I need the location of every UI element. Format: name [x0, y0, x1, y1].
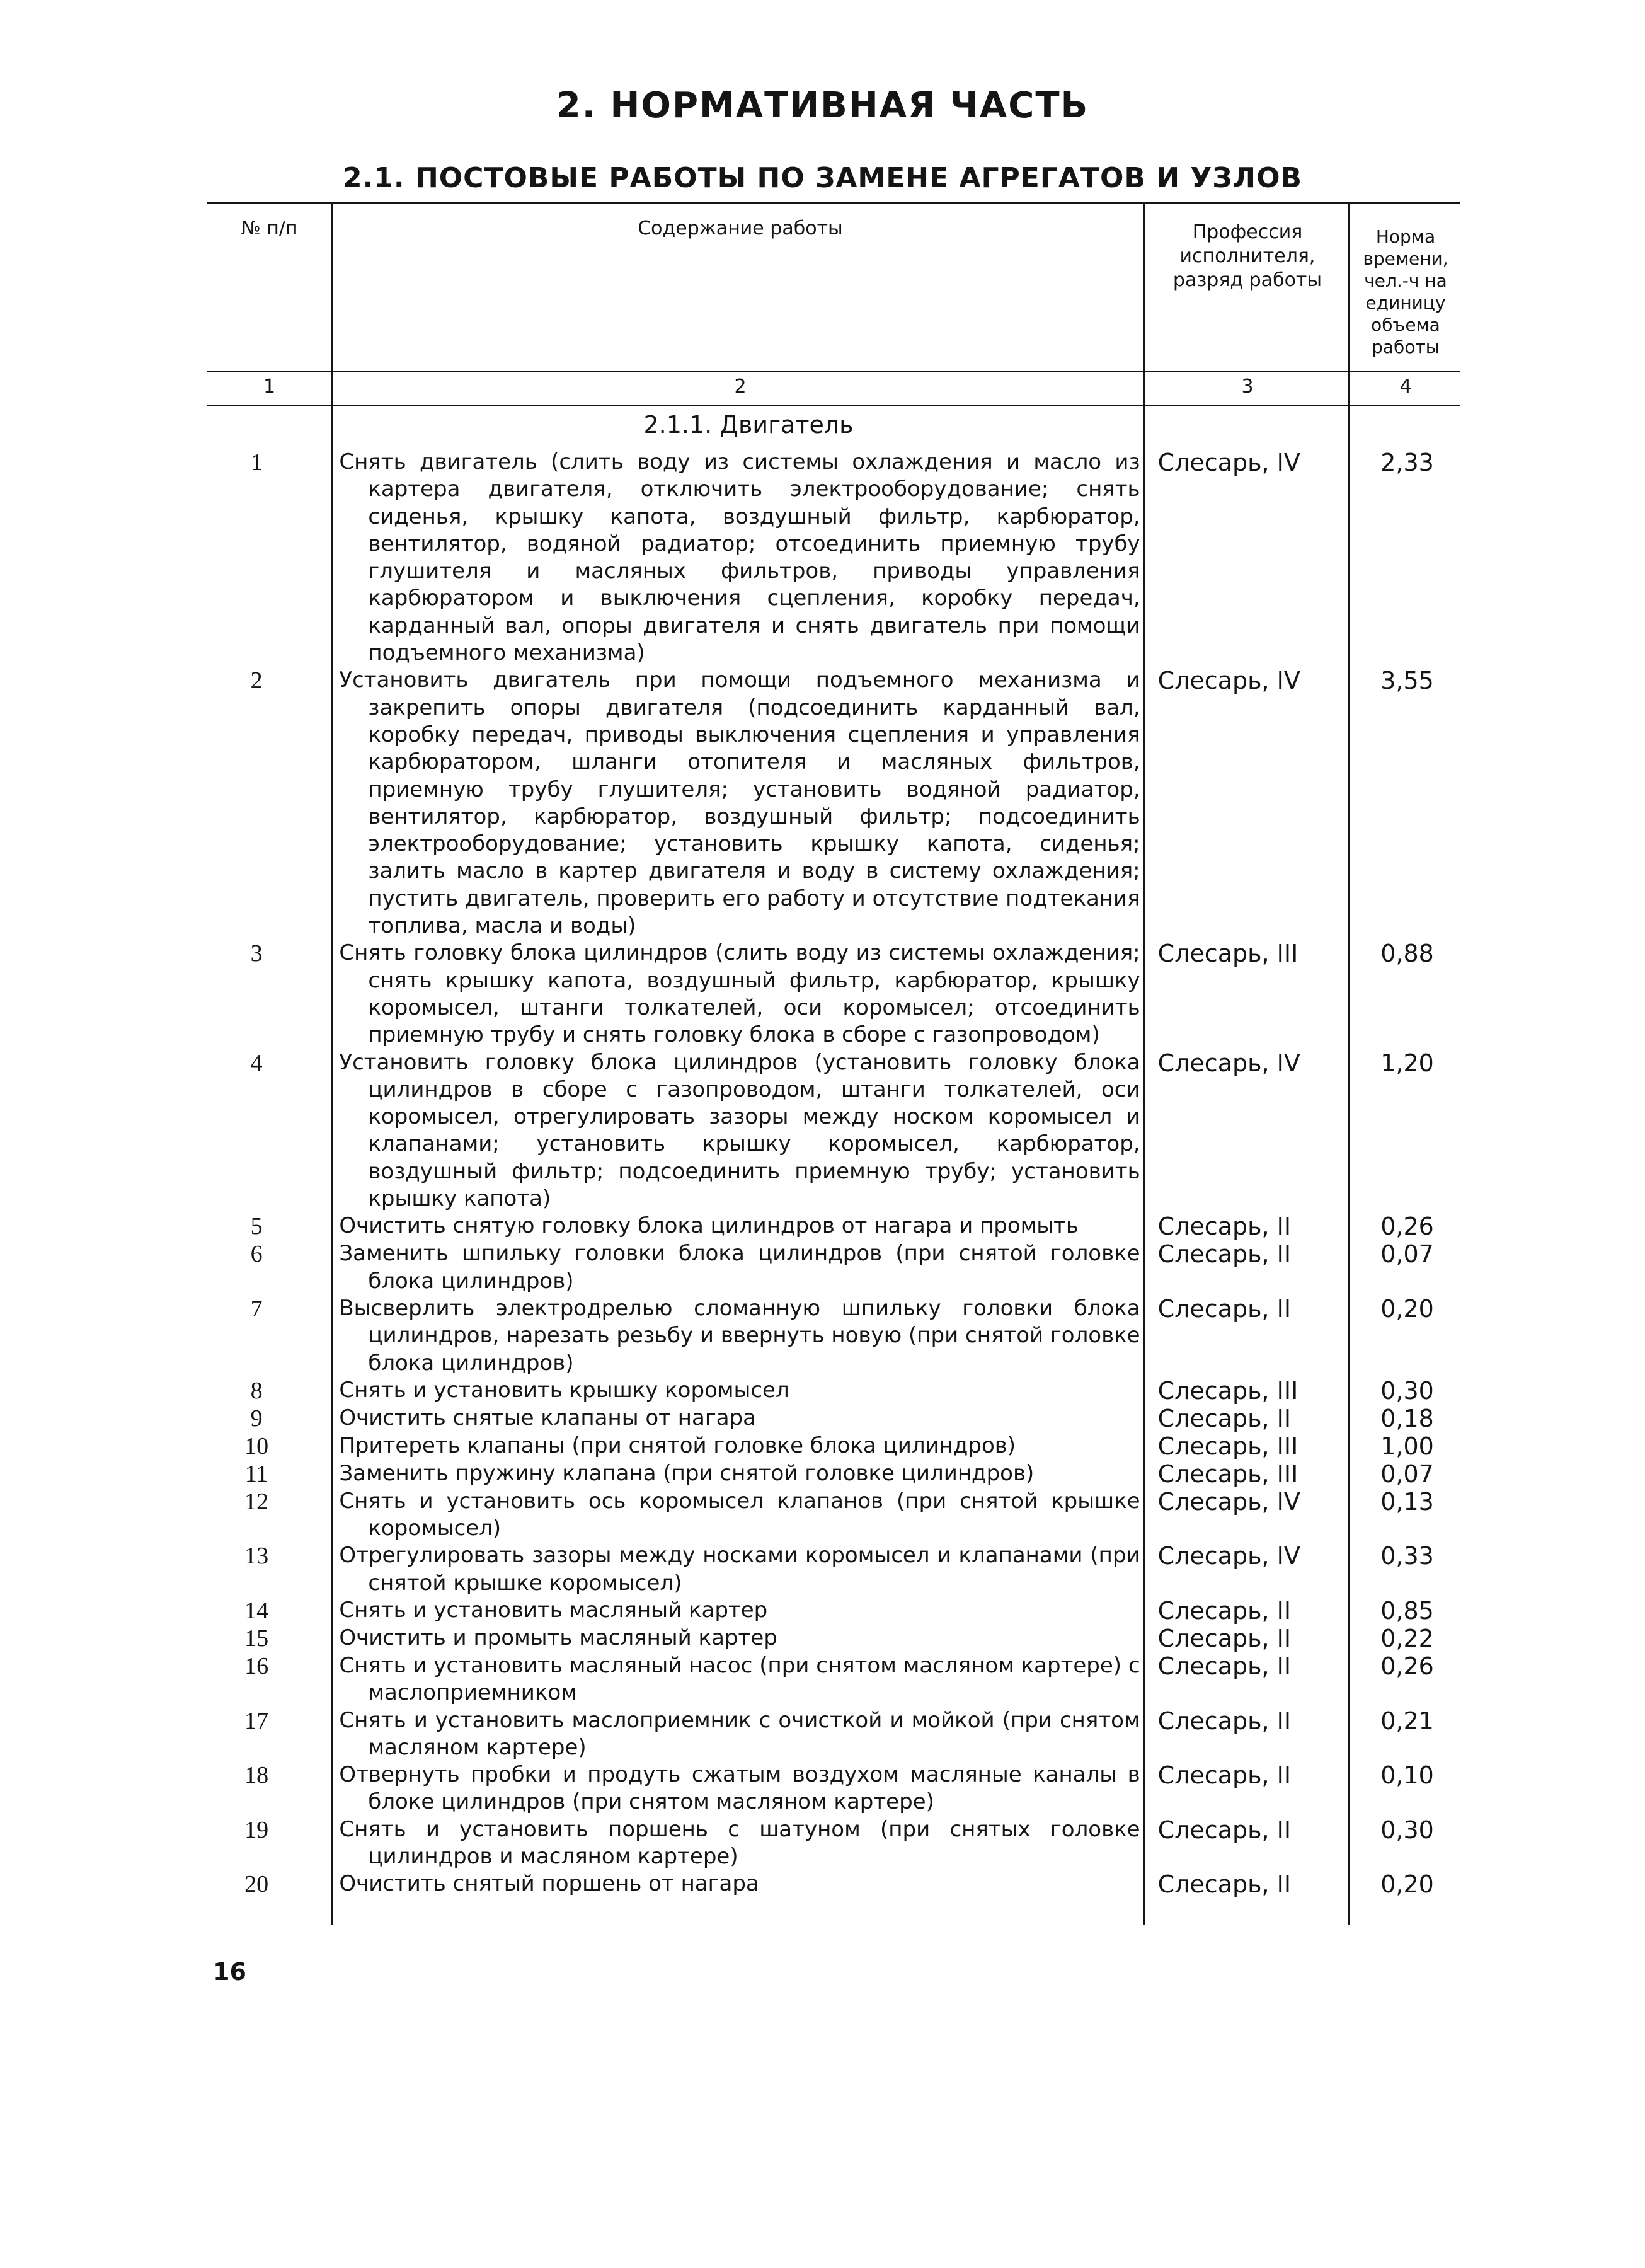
- row-time-norm: 0,13: [1380, 1487, 1434, 1516]
- row-time-norm: 0,07: [1380, 1240, 1434, 1269]
- row-profession: Слесарь, II: [1157, 1707, 1292, 1735]
- row-profession: Слесарь, II: [1157, 1652, 1292, 1680]
- row-number: 12: [244, 1488, 269, 1515]
- table-row: [208, 1870, 1468, 1898]
- row-work-description: Снять двигатель (слить воду из системы охлаждения и масло из картера двигателя, отключить электрооборудование; снять сиденья, крышку капота, воздушный фильтр, карбюратор, вентилятор, водяной радиатор; отсоединить приемную трубу глушителя и масляных фильтров, приводы управления карбюратором и выключения сцепления, коробку передач, карданный вал, опоры двигателя и снять двигатель при помощи подъемного механизма): [339, 449, 1140, 666]
- row-time-norm: 0,18: [1380, 1404, 1434, 1432]
- row-profession: Слесарь, II: [1157, 1624, 1292, 1652]
- row-time-norm: 0,85: [1380, 1596, 1434, 1625]
- header-bottom-rule: [207, 371, 1460, 372]
- table-top-rule: [207, 202, 1460, 204]
- row-time-norm: 0,30: [1380, 1816, 1434, 1844]
- column-number: 2: [734, 376, 747, 398]
- table-row: [208, 1405, 1468, 1432]
- row-number: 1: [250, 449, 263, 476]
- row-work-description: Снять и установить маслоприемник с очисткой и мойкой (при снятом масляном картере): [339, 1707, 1140, 1760]
- row-profession: Слесарь, III: [1157, 1376, 1298, 1405]
- row-work-description: Очистить и промыть масляный картер: [339, 1625, 777, 1650]
- row-profession: Слесарь, II: [1157, 1212, 1292, 1241]
- row-profession: Слесарь, II: [1157, 1404, 1292, 1432]
- table-row: [208, 1212, 1468, 1240]
- table-row: [208, 1240, 1468, 1295]
- header-num: № п/п: [241, 217, 298, 239]
- row-time-norm: 0,33: [1380, 1542, 1434, 1570]
- row-profession: Слесарь, IV: [1157, 449, 1300, 476]
- table-row: [208, 1432, 1468, 1460]
- row-work-description: Очистить снятую головку блока цилиндров от нагара и промыть: [339, 1213, 1079, 1239]
- header-profession: Профессия исполнителя, разряд работы: [1172, 221, 1322, 291]
- table-row: [208, 1652, 1468, 1707]
- row-work-description: Заменить шпильку головки блока цилиндров (при снятой головке блока цилиндров): [339, 1241, 1140, 1294]
- row-work-description: Установить двигатель при помощи подъемного механизма и закрепить опоры двигателя (подсоединить карданный вал, коробку передач, приводы выключения сцепления и управления карбюратором, шланги отопителя и масляных фильтров, приемную трубу глушителя; установить водяной радиатор, вентилятор, карбюратор, воздушный фильтр; подсоединить электрооборудование; установить крышку капота, сиденья; залить масло в картер двигателя и воду в систему охлаждения; пустить двигатель, проверить его работу и отсутствие подтекания топлива, масла и воды): [339, 667, 1140, 939]
- row-time-norm: 3,55: [1380, 667, 1434, 695]
- row-number: 16: [244, 1652, 269, 1679]
- row-number: 18: [244, 1762, 269, 1789]
- row-work-description: Снять и установить крышку коромысел: [339, 1377, 789, 1403]
- row-time-norm: 0,30: [1380, 1376, 1434, 1405]
- table-row: [208, 667, 1468, 940]
- page-number: 16: [213, 1958, 246, 1986]
- row-number: 10: [244, 1432, 269, 1459]
- column-number: 3: [1241, 376, 1254, 398]
- table-row: [208, 1761, 1468, 1816]
- row-number: 6: [250, 1241, 263, 1268]
- row-profession: Слесарь, II: [1157, 1761, 1292, 1790]
- row-profession: Слесарь, III: [1157, 1432, 1298, 1460]
- row-profession: Слесарь, II: [1157, 1816, 1292, 1844]
- table-row: [208, 449, 1468, 667]
- table-row: [208, 1295, 1468, 1377]
- row-number: 11: [244, 1460, 268, 1487]
- table-row: [208, 1049, 1468, 1213]
- row-profession: Слесарь, III: [1157, 940, 1298, 968]
- table-row: [208, 1488, 1468, 1543]
- row-number: 20: [244, 1871, 269, 1898]
- row-time-norm: 0,10: [1380, 1761, 1434, 1790]
- row-profession: Слесарь, II: [1157, 1596, 1292, 1625]
- table-body: [208, 449, 1468, 1898]
- row-work-description: Снять головку блока цилиндров (слить воду из системы охлаждения; снять крышку капота, воздушный фильтр, карбюратор, крышку коромысел, штанги толкателей, оси коромысел; отсоединить приемную трубу и снять головку блока в сборе с газопроводом): [339, 940, 1140, 1048]
- row-number: 19: [244, 1816, 269, 1843]
- row-time-norm: 1,00: [1380, 1432, 1434, 1460]
- row-profession: Слесарь, II: [1157, 1240, 1292, 1269]
- row-work-description: Отрегулировать зазоры между носками коромысел и клапанами (при снятой крышке коромысел): [339, 1543, 1140, 1596]
- table-row: [208, 1597, 1468, 1625]
- row-number: 15: [244, 1625, 269, 1652]
- row-number: 8: [250, 1377, 263, 1404]
- row-profession: Слесарь, II: [1157, 1870, 1292, 1899]
- table-row: [208, 1460, 1468, 1488]
- row-work-description: Снять и установить масляный насос (при снятом масляном картере) с маслоприемником: [339, 1652, 1140, 1706]
- table-row: [208, 1707, 1468, 1762]
- table-row: [208, 940, 1468, 1049]
- row-number: 13: [244, 1543, 269, 1570]
- row-time-norm: 2,33: [1380, 449, 1434, 476]
- row-time-norm: 0,22: [1380, 1624, 1434, 1652]
- row-profession: Слесарь, IV: [1157, 1049, 1300, 1077]
- row-time-norm: 0,20: [1380, 1870, 1434, 1899]
- header-content: Содержание работы: [638, 217, 843, 239]
- row-number: 14: [244, 1597, 269, 1624]
- row-number: 5: [250, 1213, 263, 1240]
- row-number: 9: [250, 1405, 263, 1432]
- row-time-norm: 1,20: [1380, 1049, 1434, 1077]
- subsection-title: 2.1. ПОСТОВЫЕ РАБОТЫ ПО ЗАМЕНЕ АГРЕГАТОВ И УЗЛОВ: [342, 162, 1303, 194]
- table-row: [208, 1816, 1468, 1871]
- column-number: 1: [263, 376, 276, 398]
- table-row: [208, 1377, 1468, 1405]
- row-number: 3: [250, 940, 263, 967]
- row-number: 4: [250, 1049, 263, 1076]
- row-work-description: Очистить снятые клапаны от нагара: [339, 1405, 756, 1430]
- row-work-description: Снять и установить ось коромысел клапанов (при снятой крышке коромысел): [339, 1488, 1140, 1541]
- row-work-description: Притереть клапаны (при снятой головке блока цилиндров): [339, 1432, 1016, 1458]
- table-row: [208, 1625, 1468, 1652]
- row-time-norm: 0,21: [1380, 1707, 1434, 1735]
- row-profession: Слесарь, II: [1157, 1294, 1292, 1323]
- row-time-norm: 0,20: [1380, 1294, 1434, 1323]
- subsection-heading: 2.1.1. Двигатель: [643, 411, 854, 439]
- table-row: [208, 1542, 1468, 1597]
- row-time-norm: 0,26: [1380, 1652, 1434, 1680]
- row-profession: Слесарь, IV: [1157, 1487, 1300, 1516]
- row-number: 17: [244, 1707, 269, 1734]
- row-work-description: Снять и установить поршень с шатуном (при снятых головке цилиндров и масляном картере): [339, 1816, 1140, 1870]
- colnum-bottom-rule: [207, 405, 1460, 406]
- row-work-description: Отвернуть пробки и продуть сжатым воздухом масляные каналы в блоке цилиндров (при снятом масляном картере): [339, 1762, 1140, 1815]
- row-work-description: Очистить снятый поршень от нагара: [339, 1871, 759, 1897]
- column-number: 4: [1399, 376, 1412, 398]
- row-profession: Слесарь, III: [1157, 1459, 1298, 1488]
- row-profession: Слесарь, IV: [1157, 1542, 1300, 1570]
- row-profession: Слесарь, IV: [1157, 667, 1300, 695]
- row-time-norm: 0,26: [1380, 1212, 1434, 1241]
- row-work-description: Заменить пружину клапана (при снятой головке цилиндров): [339, 1460, 1035, 1486]
- row-number: 2: [250, 667, 263, 694]
- row-work-description: Высверлить электродрелью сломанную шпильку головки блока цилиндров, нарезать резьбу и ввернуть новую (при снятой головке блока цилиндров): [339, 1295, 1140, 1376]
- row-work-description: Установить головку блока цилиндров (установить головку блока цилиндров в сборе с газопроводом, штанги толкателей, оси коромысел, отрегулировать зазоры между носком коромысел и клапанами; установить крышку коромысел, карбюратор, воздушный фильтр; подсоединить приемную трубу; установить крышку капота): [339, 1049, 1140, 1212]
- header-norm: Норма времени, чел.-ч на единицу объема работы: [1363, 226, 1448, 357]
- row-number: 7: [250, 1295, 263, 1322]
- row-time-norm: 0,88: [1380, 940, 1434, 968]
- row-work-description: Снять и установить масляный картер: [339, 1597, 768, 1623]
- section-title: 2. НОРМАТИВНАЯ ЧАСТЬ: [556, 85, 1089, 126]
- row-time-norm: 0,07: [1380, 1459, 1434, 1488]
